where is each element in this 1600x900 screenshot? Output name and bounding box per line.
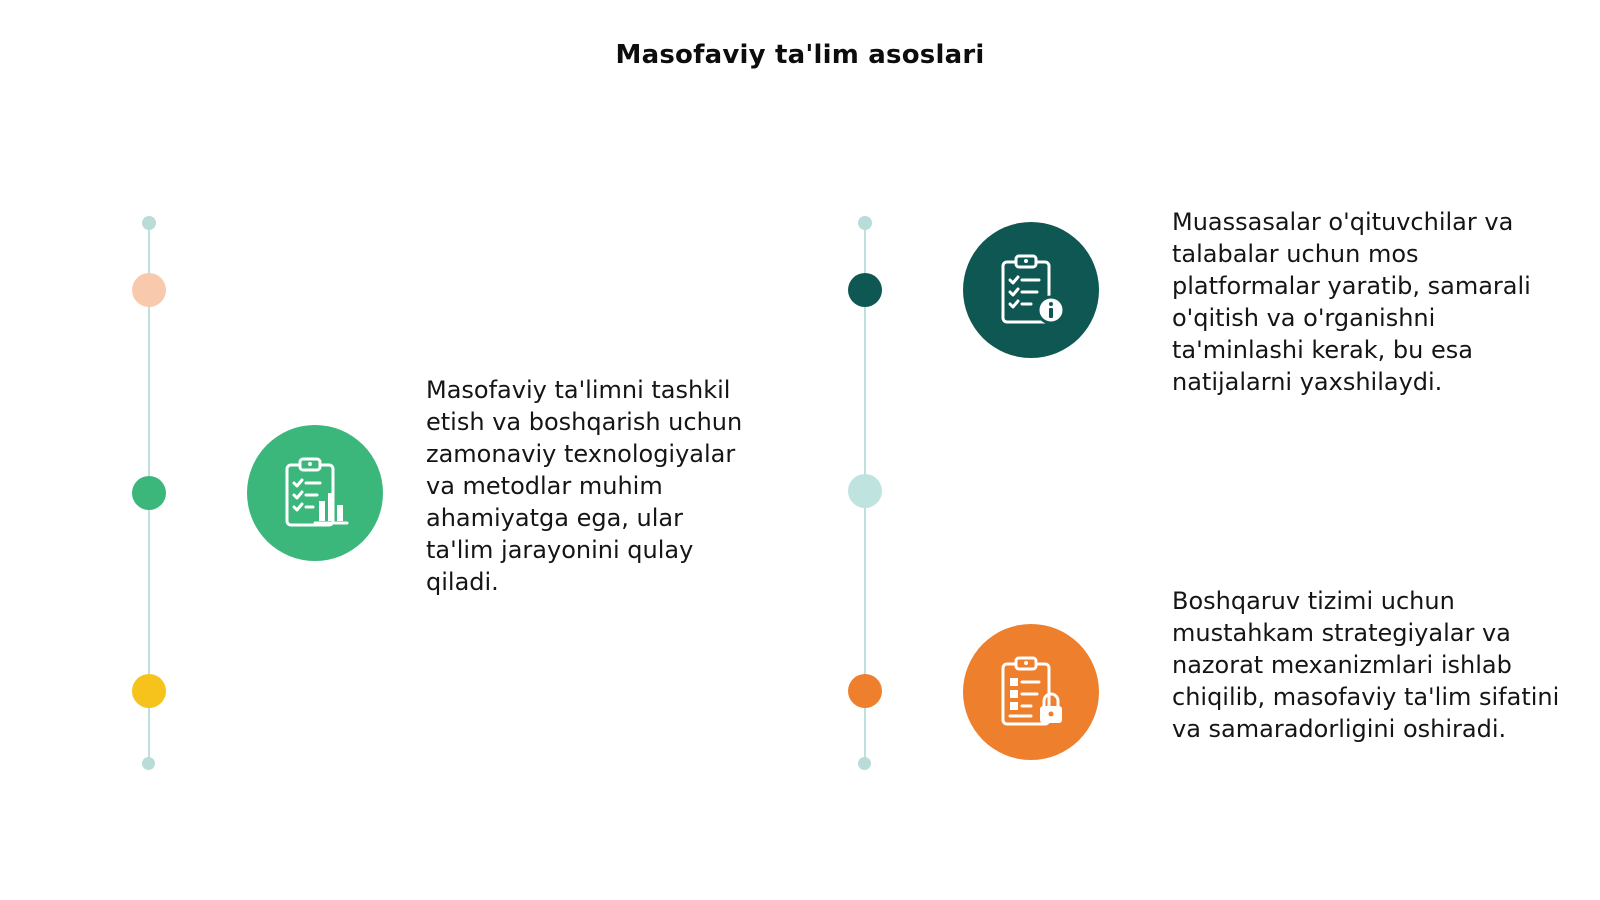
right-timeline-teal-dot <box>848 273 882 307</box>
item-2-description: Muassasalar o'qituvchilar va talabalar uchun mos platformalar yaratib, samarali o'qitish va o'rganishni ta'minlashi kerak, bu esa natijalarni yaxshilaydi. <box>1172 208 1531 396</box>
left-timeline-end-dot <box>142 757 155 770</box>
left-timeline-yellow-dot <box>132 674 166 708</box>
right-timeline-start-dot <box>858 216 872 230</box>
left-timeline-start-dot <box>142 216 156 230</box>
right-timeline-light-teal-dot <box>848 474 882 508</box>
page-title: Masofaviy ta'lim asoslari <box>615 40 985 70</box>
left-timeline-peach-dot <box>132 273 166 307</box>
left-timeline-green-dot <box>132 476 166 510</box>
right-timeline-orange-dot <box>848 674 882 708</box>
orange-icon-circle <box>963 624 1099 760</box>
item-3-description: Boshqaruv tizimi uchun mustahkam strategiyalar va nazorat mexanizmlari ishlab chiqilib, masofaviy ta'lim sifatini va samaradorligini oshiradi. <box>1172 587 1560 743</box>
teal-icon-circle <box>963 222 1099 358</box>
green-icon-circle <box>247 425 383 561</box>
clipboard-chart-icon <box>275 453 355 533</box>
clipboard-info-icon <box>991 250 1071 330</box>
clipboard-lock-icon <box>991 652 1071 732</box>
item-1-description: Masofaviy ta'limni tashkil etish va boshqarish uchun zamonaviy texnologiyalar va metodlar muhim ahamiyatga ega, ular ta'lim jarayonini qulay qiladi. <box>426 376 743 596</box>
right-timeline-end-dot <box>858 757 871 770</box>
